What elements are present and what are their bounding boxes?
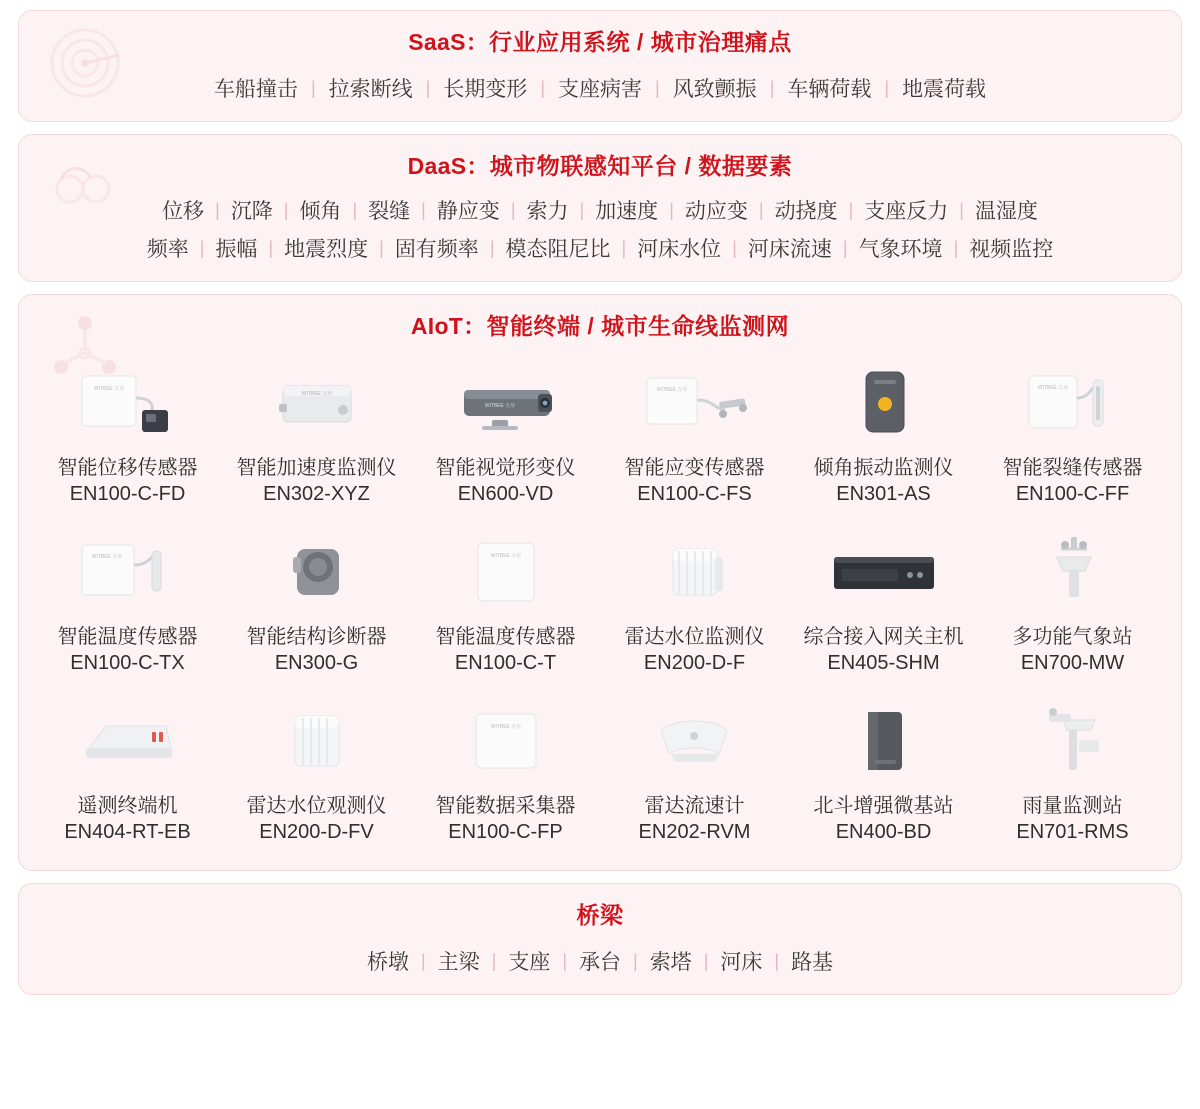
saas-tag: 车船撞击: [213, 78, 298, 101]
device-card[interactable]: [978, 689, 1167, 854]
daas-tag: 河床流速: [747, 238, 832, 261]
temperature-box-icon: [431, 526, 581, 618]
device-card[interactable]: [411, 520, 600, 685]
gateway-host-icon: [809, 526, 959, 618]
saas-tag-row: [19, 73, 1181, 103]
radar-flow-meter-icon: [620, 695, 770, 787]
separator: |: [421, 199, 426, 220]
svg-text:WITBEE 万应: WITBEE 万应: [91, 554, 122, 560]
device-name: 雷达水位观测仪: [246, 795, 387, 817]
device-card[interactable]: [789, 520, 978, 685]
daas-tag: 动挠度: [774, 200, 838, 223]
daas-tag-row-2: [19, 233, 1181, 263]
device-card[interactable]: [600, 689, 789, 854]
bridge-tag: 桥墩: [366, 951, 409, 974]
daas-tag: 振幅: [215, 238, 258, 261]
weather-station-icon: [998, 526, 1148, 618]
device-card[interactable]: [33, 689, 222, 854]
device-card[interactable]: [978, 520, 1167, 685]
daas-tag: 静应变: [436, 200, 500, 223]
saas-title-cn: 行业应用系统 / 城市治理痛点: [489, 29, 792, 55]
separator: |: [562, 950, 567, 971]
separator: |: [491, 950, 497, 971]
bridge-title: [19, 884, 1181, 932]
separator: |: [774, 950, 780, 971]
device-card[interactable]: [222, 689, 411, 854]
daas-tag: 频率: [146, 238, 189, 261]
daas-tag: 固有频率: [394, 238, 479, 261]
device-card[interactable]: [33, 520, 222, 685]
separator: |: [540, 77, 545, 98]
device-card[interactable]: [789, 689, 978, 854]
separator: |: [655, 77, 660, 98]
device-name: 遥测终端机: [77, 795, 178, 817]
daas-tag: 裂缝: [368, 200, 411, 223]
device-card[interactable]: [789, 351, 978, 516]
separator: |: [510, 199, 516, 220]
device-name: 智能结构诊断器: [246, 626, 387, 648]
bridge-tag: 主梁: [437, 951, 480, 974]
device-code: EN400-BD: [835, 821, 932, 843]
svg-text:WITBEE 万应: WITBEE 万应: [490, 724, 521, 730]
svg-text:WITBEE 万应: WITBEE 万应: [1037, 385, 1068, 391]
separator: |: [959, 199, 964, 220]
device-name: 多功能气象站: [1012, 626, 1133, 648]
device-card[interactable]: [222, 520, 411, 685]
device-code: EN100-C-FS: [637, 483, 752, 505]
saas-panel: [18, 10, 1182, 122]
daas-title: [19, 135, 1181, 183]
device-name: 雨量监测站: [1022, 795, 1123, 817]
daas-tag: 动应变: [684, 200, 748, 223]
acceleration-monitor-icon: [242, 357, 392, 449]
svg-text:WITBEE 万应: WITBEE 万应: [656, 387, 687, 393]
aiot-panel: [18, 294, 1182, 871]
rain-gauge-station-icon: [998, 695, 1148, 787]
device-name: 智能位移传感器: [57, 457, 198, 479]
device-code: EN404-RT-EB: [64, 821, 191, 843]
device-card[interactable]: [411, 351, 600, 516]
saas-tag: 支座病害: [558, 78, 642, 101]
aiot-title: [19, 295, 1181, 343]
device-code: EN700-MW: [1020, 652, 1125, 674]
saas-tag: 风致颤振: [672, 78, 757, 101]
daas-tag: 温湿度: [974, 200, 1038, 223]
separator: |: [420, 950, 426, 971]
svg-text:WITBEE 万应: WITBEE 万应: [301, 391, 332, 397]
bridge-title-cn: 桥梁: [576, 902, 624, 928]
bridge-tag: 承台: [579, 951, 621, 974]
svg-text:WITBEE 万应: WITBEE 万应: [484, 403, 515, 409]
device-name: 智能应变传感器: [624, 457, 765, 479]
bridge-tag: 河床: [720, 951, 763, 974]
separator: |: [489, 237, 495, 258]
separator: |: [379, 237, 384, 258]
separator: |: [758, 199, 764, 220]
bridge-tag: 路基: [791, 951, 834, 974]
device-code: EN200-D-F: [643, 652, 746, 674]
saas-tag: 地震荷载: [902, 78, 987, 101]
device-card[interactable]: [600, 520, 789, 685]
device-name: 北斗增强微基站: [813, 795, 954, 817]
separator: |: [953, 237, 959, 258]
device-name: 综合接入网关主机: [803, 626, 964, 648]
aiot-title-en: AIoT：: [410, 313, 487, 339]
bridge-tag: 索塔: [649, 951, 692, 974]
device-name: 智能视觉形变仪: [435, 457, 576, 479]
daas-tag: 位移: [162, 200, 205, 223]
separator: |: [848, 199, 854, 220]
device-card[interactable]: [411, 689, 600, 854]
device-code: EN100-C-T: [454, 652, 557, 674]
separator: |: [352, 199, 358, 220]
device-code: EN202-RVM: [638, 821, 751, 843]
device-code: EN300-G: [274, 652, 359, 674]
radar-level-observer-icon: [242, 695, 392, 787]
daas-tag: 沉降: [230, 200, 273, 223]
daas-tag: 模态阻尼比: [505, 238, 611, 261]
crack-sensor-icon: [998, 357, 1148, 449]
device-name: 智能温度传感器: [435, 626, 576, 648]
separator: |: [703, 950, 709, 971]
daas-tag: 视频监控: [969, 238, 1054, 261]
aiot-title-cn: 智能终端 / 城市生命线监测网: [486, 313, 790, 339]
device-code: EN302-XYZ: [263, 483, 370, 505]
daas-tag: 地震烈度: [284, 238, 369, 261]
temperature-sensor-icon: [53, 526, 203, 618]
saas-title-en: SaaS：: [408, 29, 490, 55]
separator: |: [842, 237, 848, 258]
beidou-base-station-icon: [809, 695, 959, 787]
daas-tag: 加速度: [595, 200, 659, 223]
daas-tag: 索力: [526, 200, 569, 223]
separator: |: [769, 77, 775, 98]
saas-tag: 车辆荷载: [787, 78, 872, 101]
device-code: EN600-VD: [457, 483, 554, 505]
separator: |: [283, 199, 289, 220]
device-code: EN701-RMS: [1016, 821, 1129, 843]
device-code: EN100-C-FP: [448, 821, 563, 843]
separator: |: [621, 237, 627, 258]
separator: |: [669, 199, 674, 220]
bridge-panel: [18, 883, 1182, 995]
device-card[interactable]: [222, 351, 411, 516]
bridge-tag: 支座: [508, 951, 551, 974]
separator: |: [268, 237, 274, 258]
device-card[interactable]: [33, 351, 222, 516]
separator: |: [732, 237, 737, 258]
daas-tag: 河床水位: [637, 238, 722, 261]
daas-tag: 倾角: [299, 200, 342, 223]
device-name: 智能加速度监测仪: [236, 457, 397, 479]
saas-tag: 拉索断线: [328, 78, 413, 101]
device-card[interactable]: [600, 351, 789, 516]
device-name: 倾角振动监测仪: [813, 457, 954, 479]
vision-camera-icon: [431, 357, 581, 449]
separator: |: [884, 77, 890, 98]
daas-tag: 支座反力: [864, 200, 949, 223]
device-code: EN100-C-FD: [69, 483, 186, 505]
telemetry-terminal-icon: [53, 695, 203, 787]
displacement-sensor-icon: [53, 357, 203, 449]
data-collector-icon: [431, 695, 581, 787]
device-code: EN200-D-FV: [259, 821, 374, 843]
saas-title: [19, 11, 1181, 59]
svg-text:WITBEE 万应: WITBEE 万应: [93, 386, 124, 392]
device-code: EN405-SHM: [827, 652, 940, 674]
daas-tag-row-1: [19, 195, 1181, 225]
device-code: EN100-C-FF: [1015, 483, 1130, 505]
radar-water-level-icon: [620, 526, 770, 618]
device-code: EN100-C-TX: [70, 652, 185, 674]
separator: |: [215, 199, 220, 220]
separator: |: [579, 199, 585, 220]
device-name: 智能数据采集器: [435, 795, 576, 817]
separator: |: [199, 237, 205, 258]
daas-panel: [18, 134, 1182, 282]
svg-text:WITBEE 万应: WITBEE 万应: [490, 553, 521, 559]
saas-tag: 长期变形: [443, 78, 528, 101]
device-name: 雷达水位监测仪: [624, 626, 765, 648]
device-name: 智能温度传感器: [57, 626, 198, 648]
device-grid: [19, 351, 1181, 854]
daas-title-cn: 城市物联感知平台 / 数据要素: [489, 153, 793, 179]
device-card[interactable]: [978, 351, 1167, 516]
device-code: EN301-AS: [836, 483, 931, 505]
tilt-vibration-monitor-icon: [809, 357, 959, 449]
bridge-tag-row: [19, 946, 1181, 976]
device-name: 雷达流速计: [644, 795, 745, 817]
strain-sensor-icon: [620, 357, 770, 449]
separator: |: [425, 77, 431, 98]
separator: |: [633, 950, 638, 971]
daas-title-en: DaaS：: [407, 153, 490, 179]
device-name: 智能裂缝传感器: [1002, 457, 1143, 479]
daas-tag: 气象环境: [858, 238, 943, 261]
structure-diagnoser-icon: [242, 526, 392, 618]
separator: |: [310, 77, 316, 98]
